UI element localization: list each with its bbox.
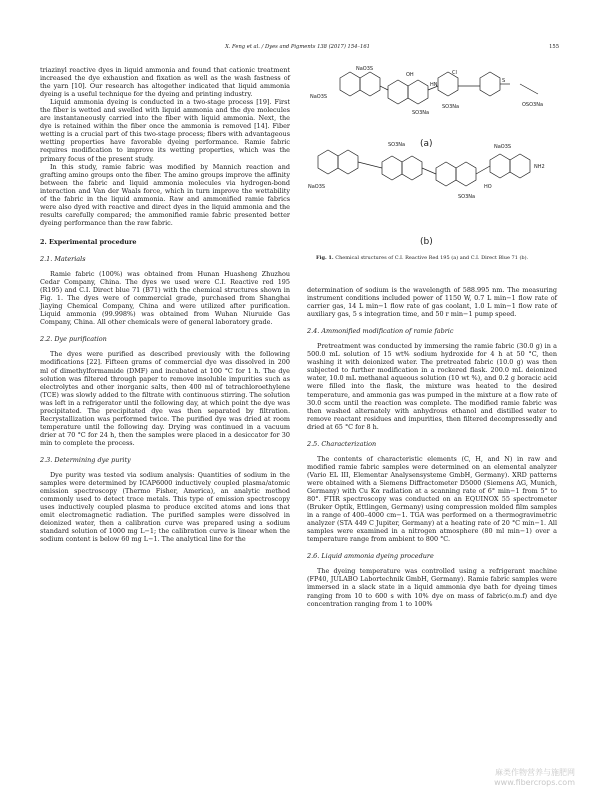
paragraph: The contents of characteristic elements (C, H, and N) in raw and modified ramie fabric samples were determined on an elemental analyzer (Vario EL III, Elementar Analysensysteme GmbH, Germany). XRD patterns were obtained with a Siemens Diffractometer D5000 (Siemens AG, Munich, Germany) with Cu Kα radiation at a scanning rate of 6° min−1 from 5° to 80°. FTIR spectroscopy was conducted on an EQUINOX 55 spectrometer (Bruker Optik, Ettlingen, Germany) using compression molded film samples in a range of 400–4000 cm−1. TGA was performed on a thermogravimetric analyzer (STA 449 C Jupiter, Germany) at a heating rate of 20 °C min−1. All samples were examined in a nitrogen atmosphere (80 ml min−1) over a temperature range from ambient to 800 °C.: [307, 454, 557, 544]
group-label: SO3Na: [412, 110, 430, 116]
running-header: [0, 44, 595, 58]
paragraph: triazinyl reactive dyes in liquid ammonia and found that cationic treatment increased the dye exhaustion and fixation as well as the wash fastness of the yarn [10]. Our research has altogether indicated that liquid ammonia dyeing is a useful technique for the dyeing and printing industry.: [40, 66, 290, 99]
paragraph: The dyes were purified as described previously with the following modifications [22]. Fifteen grams of commercial dye was dissolved in 200 ml of dimethylformamide (DMF) and incubated at 100 °C for 1 h. The dye solution was filtered through paper to remove insoluble impurities such as electrolytes and other inorganic salts, then 400 ml of tetrachloroethylene (TCE) was slowly added to the filtrate with continuous stirring. The solution was left in a refrigerator until the following day, at which point the dye was precipitated. The precipitated dye was then separated by filtration. Recrystallization was performed twice. The purified dye was dried at room temperature until the following day. Drying was continued in a vacuum drier at 70 °C for 24 h, then the samples were placed in a desiccator for 30 min to complete the process.: [40, 350, 290, 447]
group-label: NaO3S: [494, 144, 512, 150]
subsection-heading: 2.3. Determining dye purity: [40, 455, 131, 464]
structure-drawing: [306, 64, 558, 248]
figure-chemical-structures: [306, 64, 558, 248]
paragraph: The dyeing temperature was controlled using a refrigerant machine (FP40, JULABO Labortechnik GmbH, Germany). Ramie fabric samples were immersed in a slack state in a liquid ammonia dye bath for dyeing times ranging from 10 to 600 s with 10% dye on mass of fabric(o.m.f) and dye concentration ranging from 1 to 100%: [307, 567, 557, 608]
group-label: HN: [430, 82, 438, 88]
paragraph: In this study, ramie fabric was modified by Mannich reaction and grafting amino groups onto the fiber. The amino groups improve the affinity between the fabric and liquid ammonia molecules via hydrogen-bond interaction and Van der Waals force, which in turn improve the wettability of the fabric in the liquid ammonia. Raw and ammonified ramie fabrics were also dyed with reactive and direct dyes in the liquid ammonia and the results carefully compared; the ammonified ramie fabric presented better dyeing performance than the raw fabric.: [40, 162, 290, 227]
journal-citation: X. Feng et al. / Dyes and Pigments 138 (2017) 154–161: [225, 44, 370, 50]
group-label: SO3Na: [442, 104, 460, 110]
paragraph: Pretreatment was conducted by immersing the ramie fabric (30.0 g) in a 500.0 mL solution of 15 wt% sodium hydroxide for 4 h at 50 °C, then washing it with deionized water. The pretreated fabric (10.0 g) was then subjected to further modification in a rockered flask. 200.0 mL deionized water, 10.0 mL methanal aqueous solution (10 wt %), and 0.2 g boracic acid were filled into the flask, the mixture was heated to the desired temperature, and ammonia gas was pumped in the mixture at a flow rate of 30.0 sccm until the reaction was complete. The modified ramie fabric was then washed alternately with anhydrous ethanol and distilled water to remove reactant residues and impurities, then filtered decompressedly and dried at 65 °C for 8 h.: [307, 342, 557, 431]
group-label: OSO3Na: [522, 102, 544, 108]
group-label: NaO3S: [310, 94, 328, 100]
group-label: SO3Na: [458, 194, 476, 200]
subsection-heading: 2.2. Dye purification: [40, 335, 107, 344]
paragraph: Ramie fabric (100%) was obtained from Hunan Huasheng Zhuzhou Cedar Company, China. The dyes we used were C.I. Reactive red 195 (R195) and C.I. Direct blue 71 (B71) with the chemical structures shown in Fig. 1. The dyes were of commercial grade, purchased from Shanghai Jiaying Chemical Company, China and were utilized after purification. Liquid ammonia (99.998%) was obtained from Wuhan Niuruide Gas Company, China. All other chemicals were of general laboratory grade.: [40, 270, 290, 327]
subsection-heading: 2.6. Liquid ammonia dyeing procedure: [307, 552, 434, 561]
group-label: Cl: [452, 70, 457, 76]
group-label: NH2: [534, 164, 545, 170]
group-label: HO: [484, 184, 492, 190]
caption-label: Fig. 1.: [316, 255, 334, 261]
right-column: [307, 286, 557, 608]
group-label: NaO3S: [308, 184, 326, 190]
paragraph: determination of sodium is the wavelength of 588.995 nm. The measuring instrument conditions included power of 1150 W, 0.7 L min−1 flow rate of carrier gas, 14 L min−1 flow rate of gas coolant, 1.0 L min−1 flow rate of auxiliary gas, 5 s integration time, and 50 r min−1 pump speed.: [307, 286, 557, 319]
structure-label-b: (b): [420, 237, 433, 247]
paragraph: Liquid ammonia dyeing is conducted in a two-stage process [19]. First the fiber is wetted and swelled with liquid ammonia and the dye molecules are instantaneously carried into the fiber with liquid ammonia. Next, the dye is retained within the fiber once the ammonia is removed [14]. Fiber wetting is a crucial part of this two-stage process; fibers with advantageous wetting properties have favorable dyeing performance. Ramie fabric requires modification to improve its wetting properties, which was the primary focus of the present study.: [40, 98, 290, 163]
watermark: [494, 768, 575, 788]
subsection-heading: 2.4. Ammonified modification of ramie fabric: [307, 327, 454, 336]
caption-text: Chemical structures of C.I. Reactive Red 195 (a) and C.I. Direct Blue 71 (b).: [335, 255, 529, 261]
structure-label-a: (a): [420, 139, 433, 149]
section-heading: 2. Experimental procedure: [40, 237, 137, 246]
watermark-line: 麻类作物营养与施肥网: [495, 768, 575, 777]
figure-caption: [316, 255, 558, 262]
subsection-heading: 2.5. Characterization: [307, 439, 377, 448]
group-label: SO3Na: [388, 142, 406, 148]
left-column: [40, 66, 290, 543]
group-label: NaO3S: [356, 66, 374, 72]
watermark-line: www.fibercrops.com: [494, 778, 575, 787]
group-label: OH: [406, 72, 414, 78]
subsection-heading: 2.1. Materials: [40, 254, 86, 263]
page-number: 155: [549, 44, 559, 50]
paragraph: Dye purity was tested via sodium analysis: Quantities of sodium in the samples were determined by ICAP6000 inductively coupled plasma/atomic emission spectroscopy (Thermo Fisher, America), an analytic method commonly used to detect trace metals. This type of emission spectroscopy uses inductively coupled plasma to produce excited atoms and ions that emit electromagnetic radiation. The purified samples were dissolved in deionized water, then a calibration curve was prepared using a sodium standard solution of 1000 mg L−1; the calibration curve is linear when the sodium content is below 60 mg L−1. The analytical line for the: [40, 471, 290, 544]
group-label: S: [502, 78, 506, 84]
